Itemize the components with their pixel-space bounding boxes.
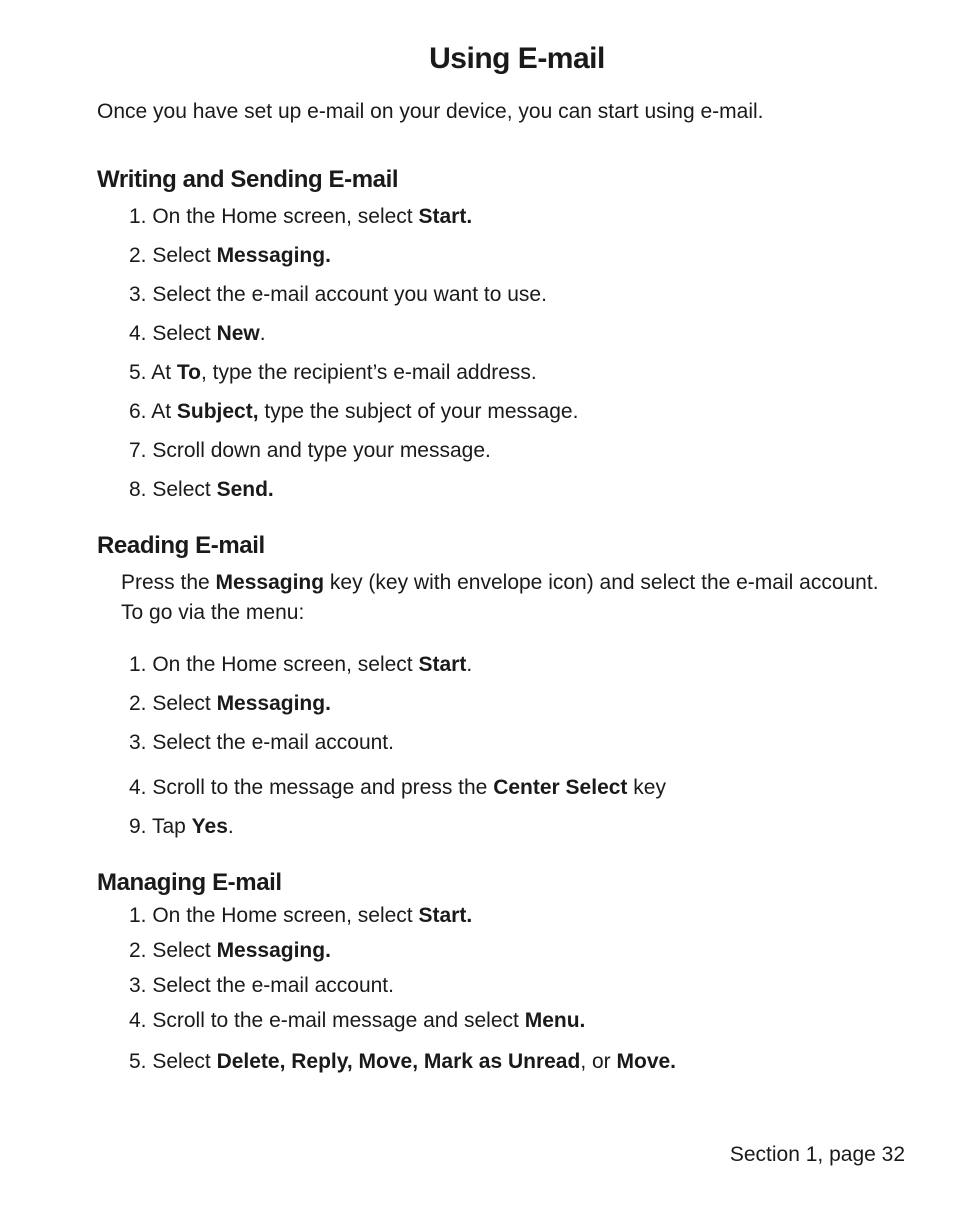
list-item: 3. Select the e-mail account you want to use. (129, 283, 547, 306)
page-footer: Section 1, page 32 (729, 1143, 905, 1166)
reading-paragraph: Press the Messaging key (key with envelope icon) and select the e-mail account. (121, 571, 879, 594)
list-item: 9. Tap Yes. (129, 815, 234, 838)
reading-paragraph-menu: To go via the menu: (121, 601, 305, 624)
list-item: 2. Select Messaging. (129, 244, 331, 267)
list-item: 5. At To, type the recipient’s e-mail address. (129, 361, 537, 384)
intro-text: Once you have set up e-mail on your device, you can start using e-mail. (97, 100, 764, 123)
list-item: 1. On the Home screen, select Start. (129, 904, 473, 927)
list-item: 2. Select Messaging. (129, 692, 331, 715)
section-heading-managing: Managing E-mail (97, 869, 282, 896)
list-item: 2. Select Messaging. (129, 939, 331, 962)
page-title: Using E-mail (429, 42, 605, 75)
list-item: 3. Select the e-mail account. (129, 974, 394, 997)
list-item: 1. On the Home screen, select Start. (129, 205, 473, 228)
list-item: 3. Select the e-mail account. (129, 731, 394, 754)
list-item: 4. Scroll to the e-mail message and select Menu. (129, 1009, 586, 1032)
list-item: 8. Select Send. (129, 478, 274, 501)
list-item: 4. Scroll to the message and press the Center Select key (129, 776, 666, 799)
list-item: 7. Scroll down and type your message. (129, 439, 491, 462)
section-heading-writing: Writing and Sending E-mail (97, 166, 399, 193)
list-item: 6. At Subject, type the subject of your message. (129, 400, 579, 423)
list-item: 4. Select New. (129, 322, 266, 345)
section-heading-reading: Reading E-mail (97, 532, 265, 559)
list-item: 1. On the Home screen, select Start. (129, 653, 473, 676)
list-item: 5. Select Delete, Reply, Move, Mark as Unread, or Move. (129, 1050, 677, 1073)
